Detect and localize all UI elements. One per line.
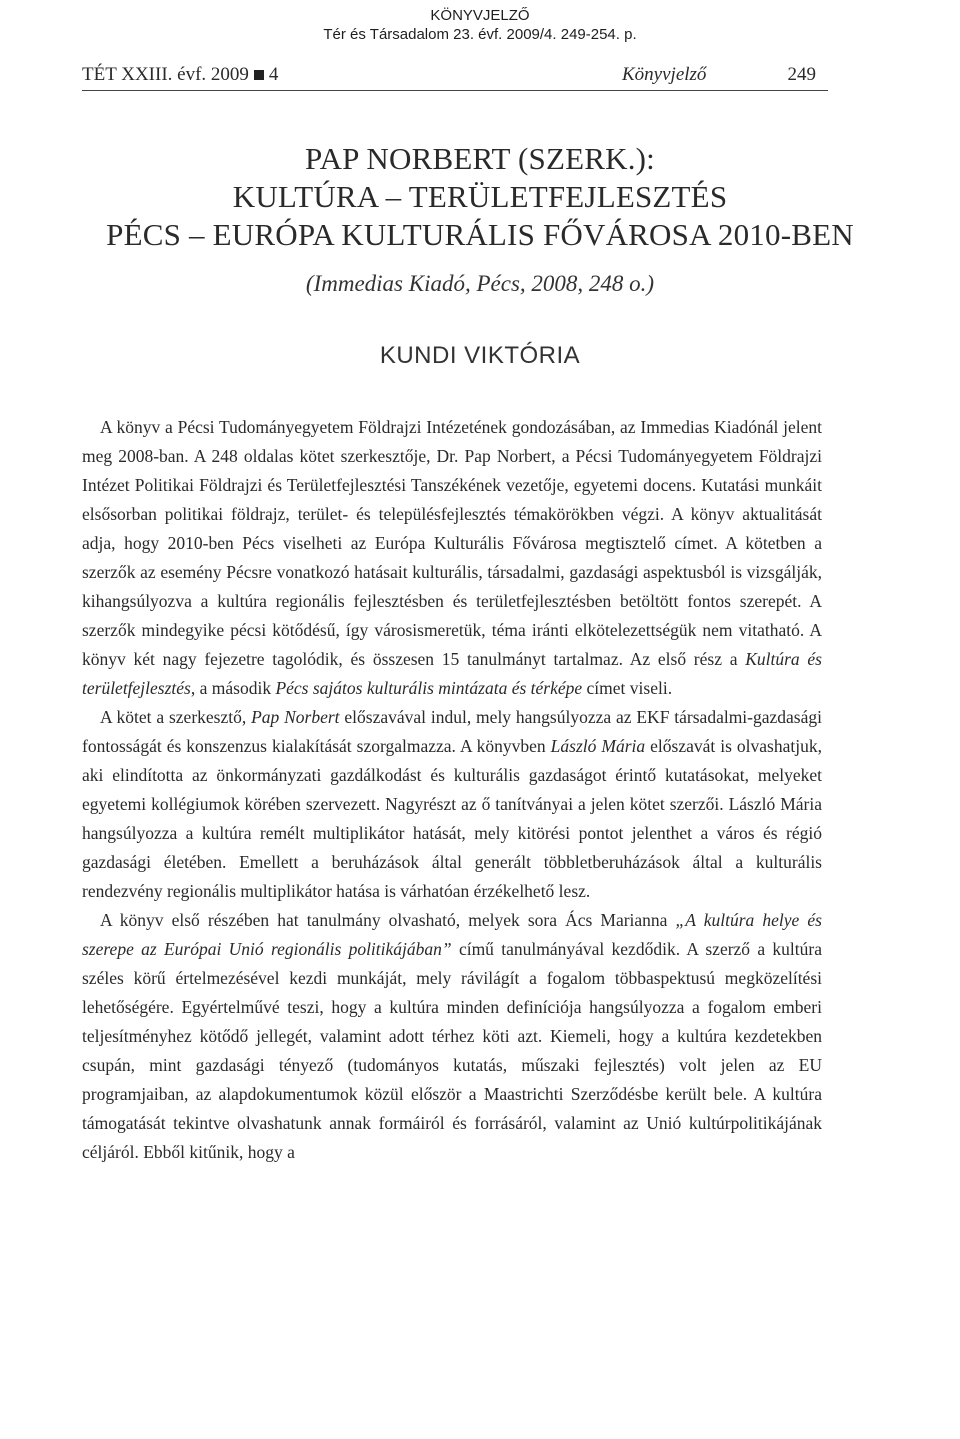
- reviewer-name: KUNDI VIKTÓRIA: [379, 342, 581, 369]
- issue-number: 4: [268, 64, 279, 85]
- running-head: [82, 62, 828, 91]
- italic-name: László Mária: [550, 736, 646, 756]
- book-imprint: (Immedias Kiadó, Pécs, 2008, 248 o.): [305, 271, 655, 296]
- paragraph: [82, 413, 822, 703]
- book-title-line-3: PÉCS – EURÓPA KULTURÁLIS FŐVÁROSA 2010-BEN: [106, 217, 854, 252]
- italic-title: „A kultúra helye és szerepe az Európai Unió regionális politikájában”: [82, 910, 822, 959]
- running-head-section: Könyvjelző: [622, 64, 707, 85]
- italic-title: Kultúra és területfejlesztés: [82, 649, 822, 698]
- source-header: [0, 6, 960, 44]
- paragraph: [82, 906, 822, 1167]
- page-number: 249: [787, 64, 816, 85]
- text-run: , a második: [190, 678, 276, 698]
- text-run: A könyv első részében hat tanulmány olvasható, melyek sora Ács Marianna: [100, 910, 676, 930]
- text-run: előszavával indul, mely hangsúlyozza az EKF társadalmi-gazdasági fontosságát és konszenzus kialakítását szorgalmazza. A könyvben: [82, 707, 822, 756]
- review-body: [82, 413, 822, 1167]
- title-block: [0, 140, 960, 371]
- journal-volume: TÉT XXIII. évf. 2009: [82, 64, 249, 85]
- book-title-line-1: PAP NORBERT (SZERK.):: [304, 141, 655, 176]
- paragraph: [82, 703, 822, 906]
- text-run: című tanulmányával kezdődik. A szerző a kultúra széles körű értelmezésével kezdi munkáját, mely rávilágít a fogalom többaspektusú megközelítési lehetőségére. Egyértelművé teszi, hogy a kultúra minden definíciója hangsúlyozza a fogalom emberi teljesítményhez kötődő jellegét, valamint adott térhez köti azt. Kiemeli, hogy a kultúra kezdetekben csupán, mint gazdasági tényező (tudományos kutatás, műszaki fejlesztés) volt jelen az EU programjaiban, az alapdokumentumok közül először a Maastrichti Szerződésbe került bele. A kultúra támogatását tekintve olvashatunk annak formáiról és forrásáról, valamint az Unió kultúrpolitikájának céljáról. Ebből kitűnik, hogy a: [82, 939, 822, 1162]
- italic-title: Pécs sajátos kulturális mintázata és térképe: [275, 678, 583, 698]
- source-section: KÖNYVJELZŐ: [430, 7, 530, 24]
- book-title-line-2: KULTÚRA – TERÜLETFEJLESZTÉS: [232, 179, 728, 214]
- source-citation: Tér és Társadalom 23. évf. 2009/4. 249-254. p.: [323, 26, 637, 43]
- text-run: címet viseli.: [582, 678, 673, 698]
- text-run: előszavát is olvashatjuk, aki elindította az önkormányzati gazdálkodást és kulturális gazdaságot érintő kutatásokat, melyeket egyetemi kollégiumok körében szervezett. Nagyrészt az ő tanítványai a jelen kötet szerzői. László Mária hangsúlyozza a kultúra remélt multiplikátor hatását, mely kitörési pontot jelenthet a város és régió gazdasági életében. Emellett a beruházások által generált többletberuházások által a kulturális rendezvény regionális multiplikátor hatása is várhatóan érzékelhető lesz.: [82, 736, 822, 901]
- italic-name: Pap Norbert: [251, 707, 340, 727]
- running-head-journal: [82, 64, 278, 86]
- black-square-icon: [254, 70, 264, 80]
- text-run: A kötet a szerkesztő,: [100, 707, 252, 727]
- text-run: A könyv a Pécsi Tudományegyetem Földrajzi Intézetének gondozásában, az Immedias Kiadónál jelent meg 2008-ban. A 248 oldalas kötet szerkesztője, Dr. Pap Norbert, a Pécsi Tudományegyetem Földrajzi Intézet Politikai Földrajzi és Területfejlesztési Tanszékének vezetője, egyetemi docens. Kutatási munkáit elsősorban politikai földrajz, terület- és településfejlesztés témakörökben végzi. A könyv aktualitását adja, hogy 2010-ben Pécs viselheti az Európa Kulturális Fővárosa megtisztelő címet. A kötetben a szerzők az esemény Pécsre vonatkozó hatásait kulturális, társadalmi, gazdasági aspektusból is vizsgálják, kihangsúlyozva a kultúra regionális fejlesztésben és területfejlesztésben betöltött fontos szerepét. A szerzők mindegyike pécsi kötődésű, így városismeretük, téma iránti elkötelezettségük nem vitatható. A könyv két nagy fejezetre tagolódik, és összesen 15 tanulmányt tartalmaz. Az első rész a: [82, 417, 822, 669]
